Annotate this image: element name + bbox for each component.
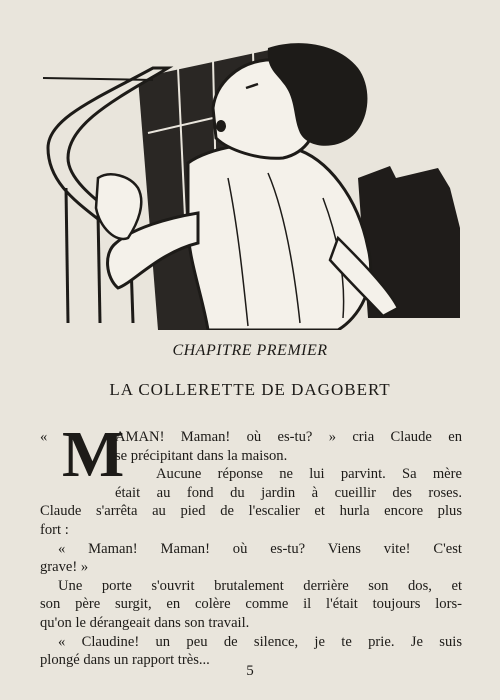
text-line: « Claudine! un peu de silence, je te prie. Je suis xyxy=(58,633,462,650)
chapter-label: CHAPITRE PREMIER xyxy=(172,342,328,359)
text-line: était au fond du jardin à cueillir des roses. xyxy=(115,484,462,501)
chapter-title: LA COLLERETTE DE DAGOBERT xyxy=(109,380,391,399)
text-line: fort : xyxy=(40,521,69,538)
drop-cap: M xyxy=(62,418,125,491)
text-line: se précipitant dans la maison. xyxy=(115,447,288,464)
text-line: plongé dans un rapport très... xyxy=(40,652,210,669)
text-line: Claude s'arrêta au pied de l'escalier et hurla encore plus xyxy=(40,503,462,520)
page-number: 5 xyxy=(246,663,254,679)
text-line: grave! » xyxy=(40,559,89,576)
text-line: son père surgit, en colère comme il l'était toujours lors- xyxy=(40,596,462,613)
text-line: qu'on le dérangeait dans son travail. xyxy=(40,614,250,631)
text-line: Une porte s'ouvrit brutalement derrière son dos, et xyxy=(58,577,462,594)
boy-at-staircase-illustration xyxy=(38,38,466,330)
text-line: « Maman! Maman! où es-tu? Viens vite! C'est xyxy=(58,540,462,557)
opening-quote: « xyxy=(40,429,48,445)
text-line: Aucune réponse ne lui parvint. Sa mère xyxy=(156,466,462,483)
text-line: AMAN! Maman! où es-tu? » cria Claude en xyxy=(115,429,462,445)
chapter-text xyxy=(40,418,462,670)
